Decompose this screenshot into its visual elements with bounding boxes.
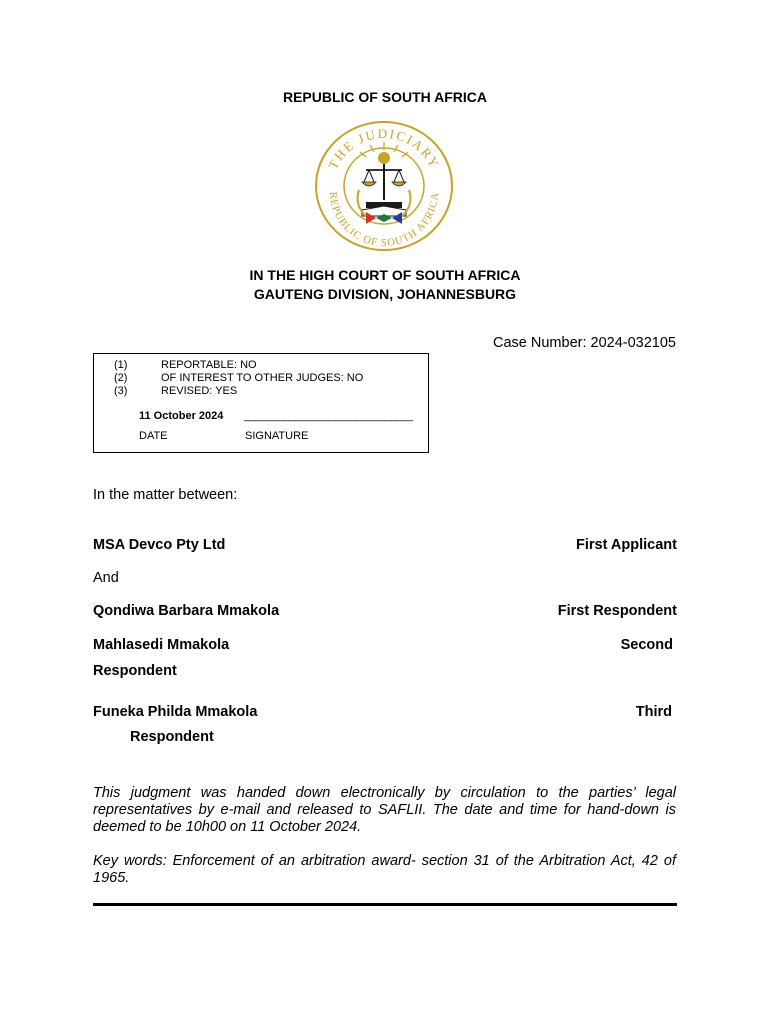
party-role: Respondent (130, 729, 214, 745)
party-role: First Applicant (576, 537, 677, 553)
country-heading: REPUBLIC OF SOUTH AFRICA (282, 89, 488, 105)
party-role: Second (620, 637, 673, 653)
party-name: Mahlasedi Mmakola (93, 637, 230, 653)
status-item (114, 359, 257, 372)
party-role: Third (635, 704, 672, 720)
party-name: Funeka Philda Mmakola (93, 704, 258, 720)
matter-intro: In the matter between: (93, 487, 238, 503)
case-number: Case Number: 2024-032105 (493, 335, 676, 351)
hand-down-notice: This judgment was handed down electronically by circulation to the parties’ legal representatives by e-mail and released to SAFLII. The date and time for hand-down is deemed to be 10h00 on 11 October 2024. (93, 785, 676, 835)
status-item-text: OF INTEREST TO OTHER JUDGES: NO (161, 372, 364, 384)
status-item-number: (3) (114, 385, 128, 397)
party-role: Respondent (93, 663, 177, 679)
status-item-number: (2) (114, 372, 128, 384)
seal-bottom-text: REPUBLIC OF SOUTH AFRICA (326, 191, 442, 250)
signature-line: ______________________________ (244, 410, 413, 422)
party-name: MSA Devco Pty Ltd (93, 537, 226, 553)
status-item-text: REPORTABLE: NO (161, 359, 257, 371)
date-label: DATE (139, 430, 168, 442)
status-box (93, 353, 429, 453)
status-item-number: (1) (114, 359, 128, 371)
status-item (114, 385, 237, 398)
divider (93, 903, 677, 906)
seal-top-text: THE JUDICIARY (325, 125, 443, 172)
party-name: Qondiwa Barbara Mmakola (93, 603, 280, 619)
status-item (114, 372, 363, 385)
and-separator: And (93, 570, 119, 586)
signature-label: SIGNATURE (245, 430, 309, 442)
court-name: IN THE HIGH COURT OF SOUTH AFRICA (249, 267, 521, 283)
key-words: Key words: Enforcement of an arbitration award- section 31 of the Arbitration Act, 42 of 1965. (93, 853, 676, 886)
party-role: First Respondent (557, 603, 677, 619)
status-item-text: REVISED: YES (161, 385, 238, 397)
judiciary-seal-icon (314, 120, 454, 252)
court-division: GAUTENG DIVISION, JOHANNESBURG (253, 286, 517, 302)
signature-date: 11 October 2024 (139, 410, 224, 422)
